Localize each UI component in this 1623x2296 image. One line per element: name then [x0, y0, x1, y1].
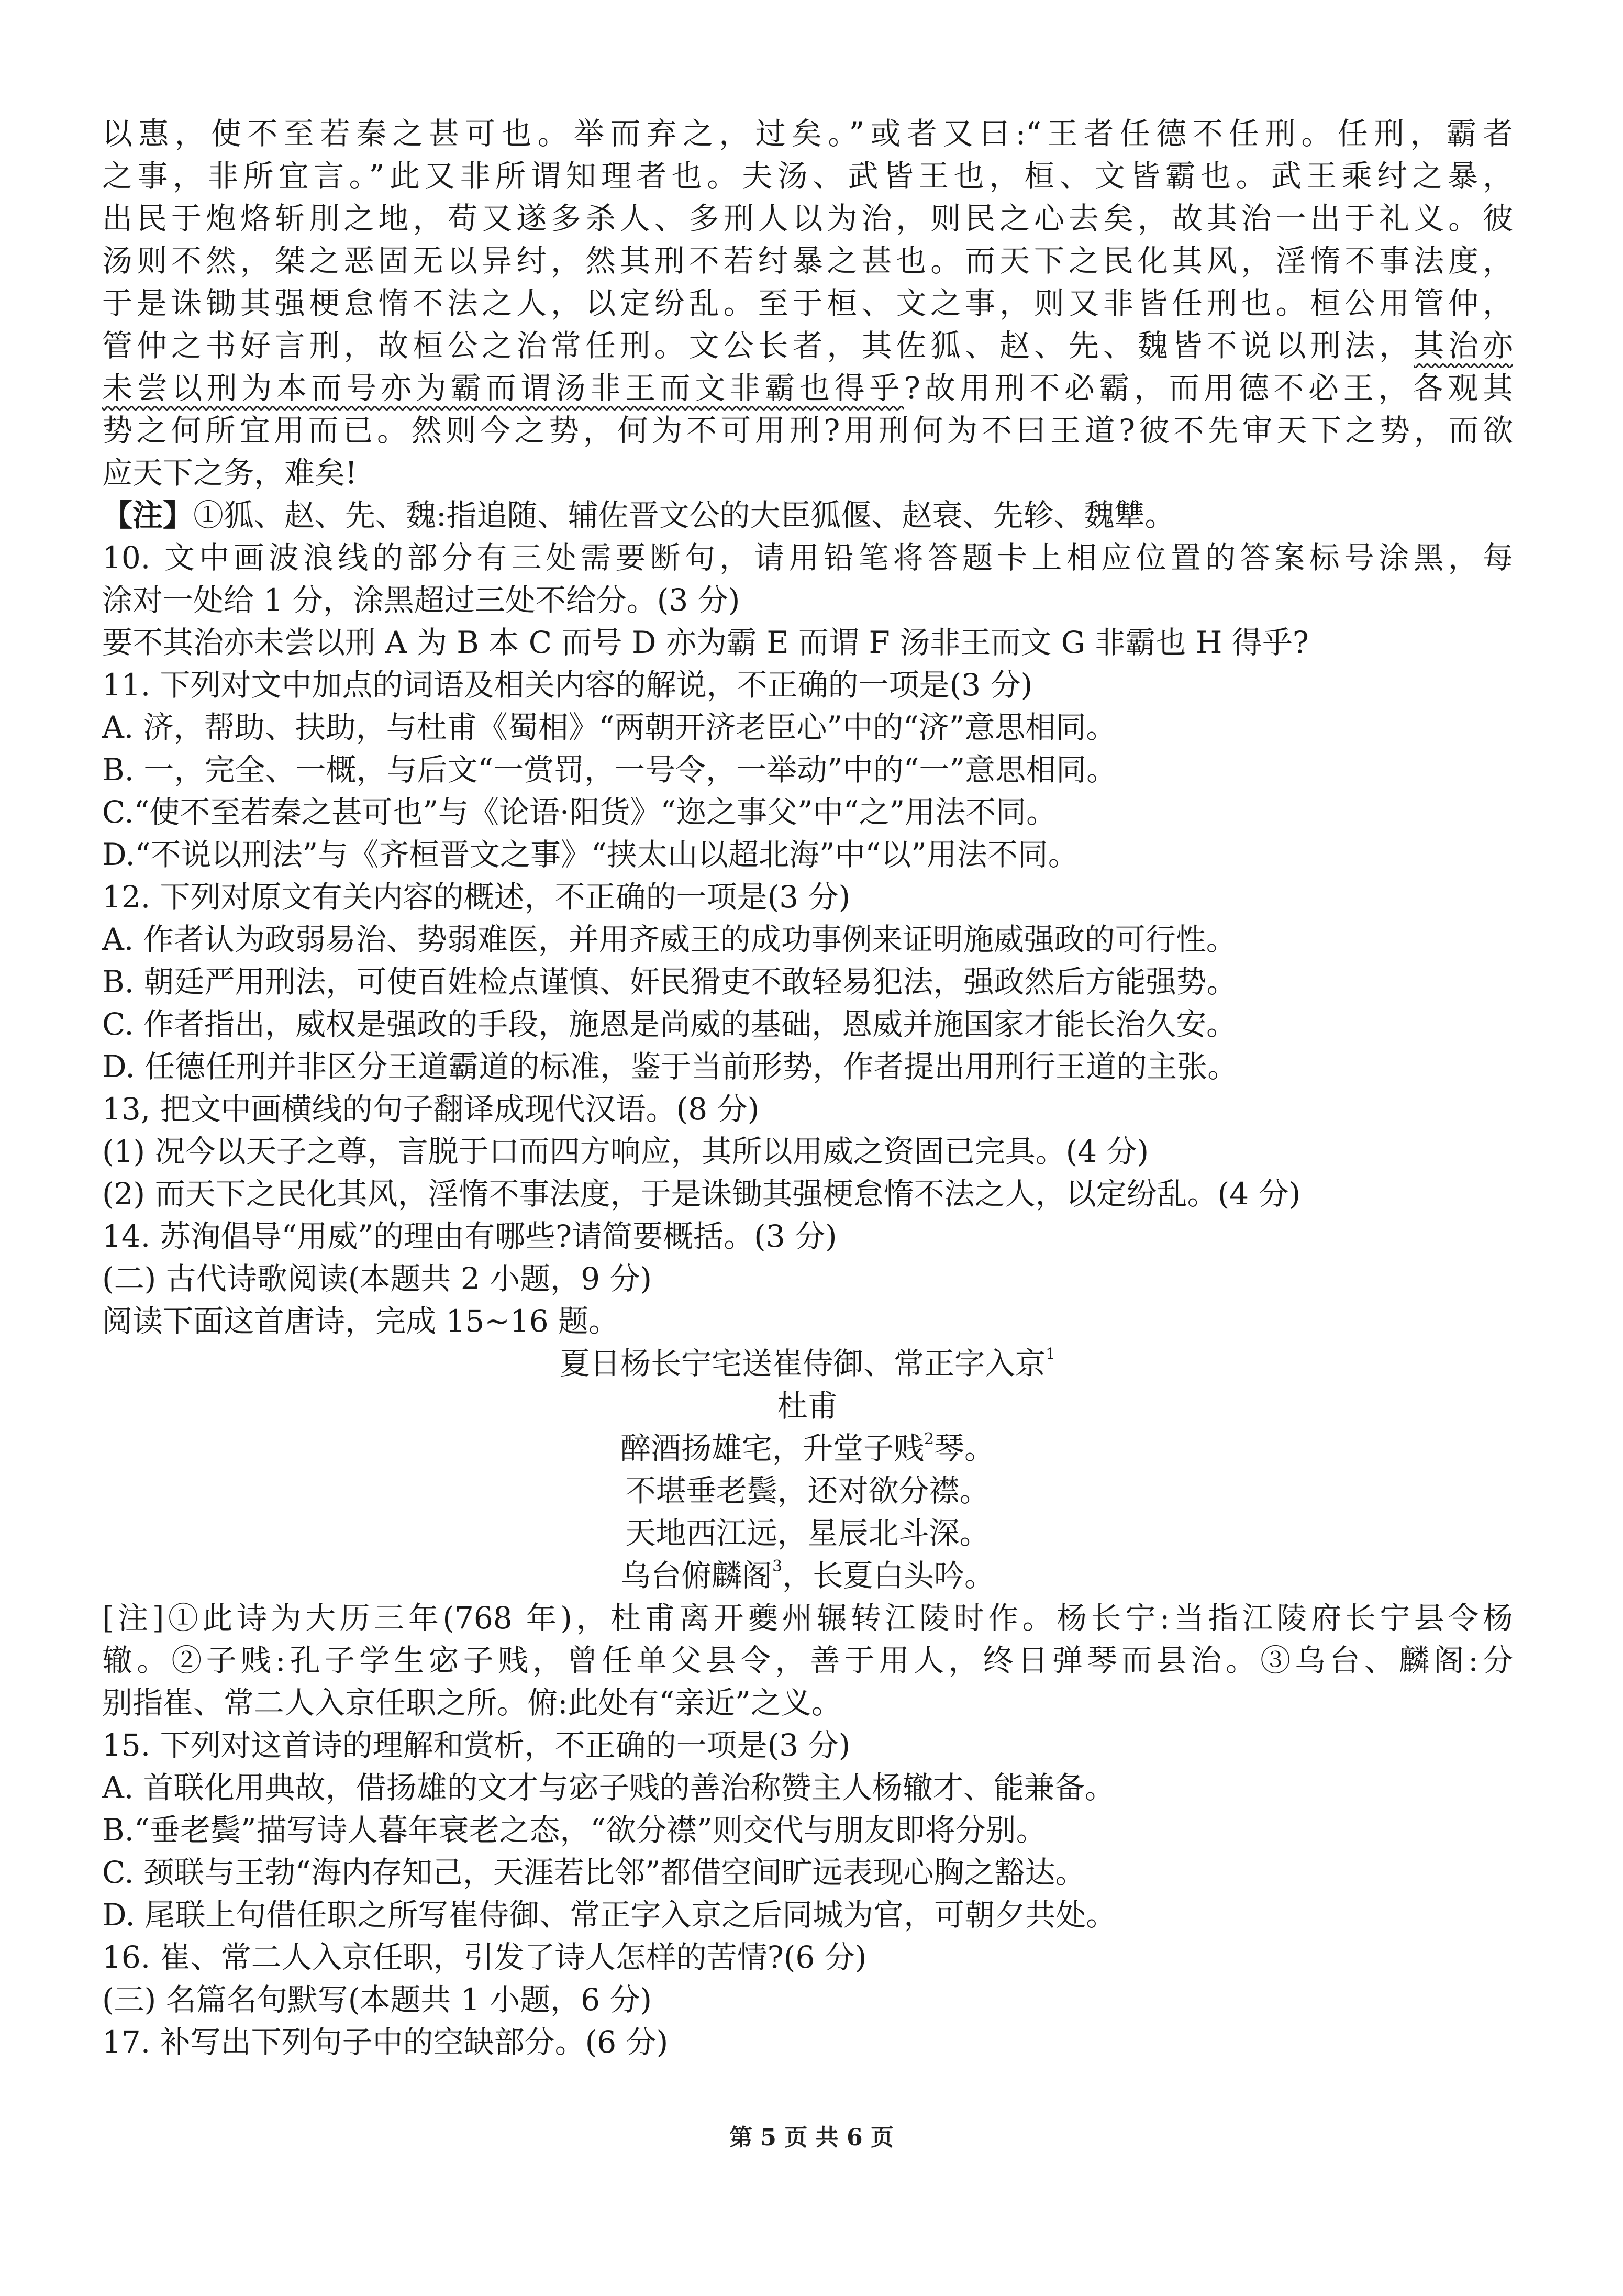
- question-15-option-c: C. 颈联与王勃“海内存知己，天涯若比邻”都借空间旷远表现心胸之豁达。: [102, 1855, 1086, 1890]
- question-12-stem: 12. 下列对原文有关内容的概述，不正确的一项是(3 分): [102, 879, 851, 915]
- footnote-mark: 1: [1045, 1345, 1056, 1363]
- footnote-mark: 3: [772, 1557, 783, 1576]
- poem-line: 乌台俯麟阁$^3$，长夏白头吟。: [620, 1557, 995, 1593]
- question-10-stem: 10. 文中画波浪线的部分有三处需要断句，请用铅笔将答题卡上相应位置的答案标号涂黑，每: [102, 540, 1513, 575]
- poem-line: 醉酒扬雄宅，升堂子贱$^2$琴。: [620, 1430, 995, 1466]
- passage-text: 管仲之书好言刑，故桓公之治常任刑。文公长者，其佐狐、赵、先、魏皆不说以刑法，: [102, 328, 1414, 363]
- question-13-stem: 13, 把文中画横线的句子翻译成现代汉语。(8 分): [102, 1091, 760, 1127]
- question-13-sentence-1: (1) 况今以天子之尊，言脱于口而四方响应，其所以用威之资固已完具。(4 分): [102, 1134, 1149, 1169]
- passage-line: 之事，非所宜言。”此又非所谓知理者也。夫汤、武皆王也，桓、文皆霸也。武王乘纣之暴，: [102, 158, 1513, 194]
- question-15-option-a: A. 首联化用典故，借扬雄的文才与宓子贱的善治称赞主人杨辙才、能兼备。: [102, 1770, 1115, 1805]
- section-2-title: (二) 古代诗歌阅读(本题共 2 小题，9 分): [102, 1261, 652, 1296]
- question-12-option-a: A. 作者认为政弱易治、势弱难医，并用齐威王的成功事例来证明施威强政的可行性。: [102, 922, 1237, 957]
- wavy-underlined-text: 其治亦: [1414, 328, 1513, 363]
- question-16-stem: 16. 崔、常二人入京任职，引发了诗人怎样的苦情?(6 分): [102, 1939, 867, 1975]
- poem-note-line: 别指崔、常二人入京任职之所。俯:此处有“亲近”之义。: [102, 1685, 842, 1721]
- passage-text: ?故用刑不必霸，而用德不必王，各观其: [904, 370, 1513, 406]
- question-12-option-d: D. 任德任刑并非区分王道霸道的标准，鉴于当前形势，作者提出用刑行王道的主张。: [102, 1049, 1238, 1084]
- footnote-mark: 2: [924, 1430, 935, 1448]
- passage-note: [102, 494, 1513, 537]
- question-12-option-c: C. 作者指出，威权是强政的手段，施恩是尚威的基础，恩威并施国家才能长治久安。: [102, 1006, 1237, 1042]
- question-10-stem-cont: 涂对一处给 1 分，涂黑超过三处不给分。(3 分): [102, 582, 740, 618]
- question-13-sentence-2: (2) 而天下之民化其风，淫惰不事法度，于是诛锄其强梗怠惰不法之人，以定纷乱。(4 分): [102, 1176, 1301, 1212]
- poem-title: 夏日杨长宁宅送崔侍御、常正字入京$^1$: [559, 1345, 1056, 1381]
- question-11-option-c: C.“使不至若秦之甚可也”与《论语·阳货》“迩之事父”中“之”用法不同。: [102, 794, 1057, 830]
- question-11-option-a: A. 济，帮助、扶助，与杜甫《蜀相》“两朝开济老臣心”中的“济”意思相同。: [102, 709, 1117, 745]
- section-3-title: (三) 名篇名句默写(本题共 1 小题，6 分): [102, 1982, 652, 2017]
- poem-author: 杜甫: [777, 1388, 838, 1424]
- question-11-stem: 11. 下列对文中加点的词语及相关内容的解说，不正确的一项是(3 分): [102, 667, 1033, 703]
- question-17-stem: 17. 补写出下列句子中的空缺部分。(6 分): [102, 2024, 669, 2060]
- note-text: ①狐、赵、先、魏:指追随、辅佐晋文公的大臣狐偃、赵衰、先轸、魏犨。: [193, 497, 1175, 533]
- passage-line: 汤则不然，桀之恶固无以异纣，然其刑不若纣暴之甚也。而天下之民化其风，淫惰不事法度，: [102, 243, 1513, 279]
- poem-note-line: [注]①此诗为大历三年(768 年)，杜甫离开夔州辗转江陵时作。杨长宁:当指江陵府长宁县令杨: [102, 1600, 1513, 1636]
- question-11-option-b: B. 一，完全、一概，与后文“一赏罚，一号令，一举动”中的“一”意思相同。: [102, 752, 1117, 787]
- question-15-option-b: B.“垂老鬓”描写诗人暮年衰老之态，“欲分襟”则交代与朋友即将分别。: [102, 1812, 1047, 1848]
- note-label: 【注】: [102, 497, 194, 533]
- question-15-option-d: D. 尾联上句借任职之所写崔侍御、常正字入京之后同城为官，可朝夕共处。: [102, 1897, 1117, 1933]
- passage-line: 出民于炮烙斩刖之地，苟又遂多杀人、多刑人以为治，则民之心去矣，故其治一出于礼义。彼: [102, 201, 1513, 236]
- wavy-underlined-text: 未尝以刑为本而号亦为霸而谓汤非王而文非霸也得乎: [102, 370, 904, 406]
- page-number: 第 5 页 共 6 页: [729, 2124, 894, 2151]
- passage-line: 势之何所宜用而已。然则今之势，何为不可用刑?用刑何为不曰王道?彼不先审天下之势，而欲: [102, 413, 1513, 448]
- question-15-stem: 15. 下列对这首诗的理解和赏析，不正确的一项是(3 分): [102, 1727, 851, 1763]
- passage-line: 以惠，使不至若秦之甚可也。举而弃之，过矣。”或者又曰:“王者任德不任刑。任刑，霸者: [102, 116, 1513, 151]
- passage-line: 应天下之务，难矣!: [102, 455, 358, 491]
- poem-line: 不堪垂老鬓，还对欲分襟。: [625, 1473, 990, 1509]
- question-14-stem: 14. 苏洵倡导“用威”的理由有哪些?请简要概括。(3 分): [102, 1218, 837, 1254]
- passage-line: [102, 367, 1513, 409]
- question-10-sentence: 要不其治亦未尝以刑 A 为 B 本 C 而号 D 亦为霸 E 而谓 F 汤非王而文 G 非霸也 H 得乎?: [102, 625, 1309, 660]
- poem-note-line: 辙。②子贱:孔子学生宓子贱，曾任单父县令，善于用人，终日弹琴而县治。③乌台、麟阁:分: [102, 1643, 1513, 1678]
- section-2-intro: 阅读下面这首唐诗，完成 15~16 题。: [102, 1303, 619, 1339]
- question-12-option-b: B. 朝廷严用刑法，可使百姓检点谨慎、奸民猾吏不敢轻易犯法，强政然后方能强势。: [102, 964, 1237, 1000]
- question-11-option-d: D.“不说以刑法”与《齐桓晋文之事》“挟太山以超北海”中“以”用法不同。: [102, 837, 1079, 872]
- poem-line: 天地西江远，星辰北斗深。: [625, 1515, 990, 1551]
- passage-line: [102, 325, 1513, 367]
- passage-line: 于是诛锄其强梗怠惰不法之人，以定纷乱。至于桓、文之事，则又非皆任刑也。桓公用管仲，: [102, 285, 1513, 321]
